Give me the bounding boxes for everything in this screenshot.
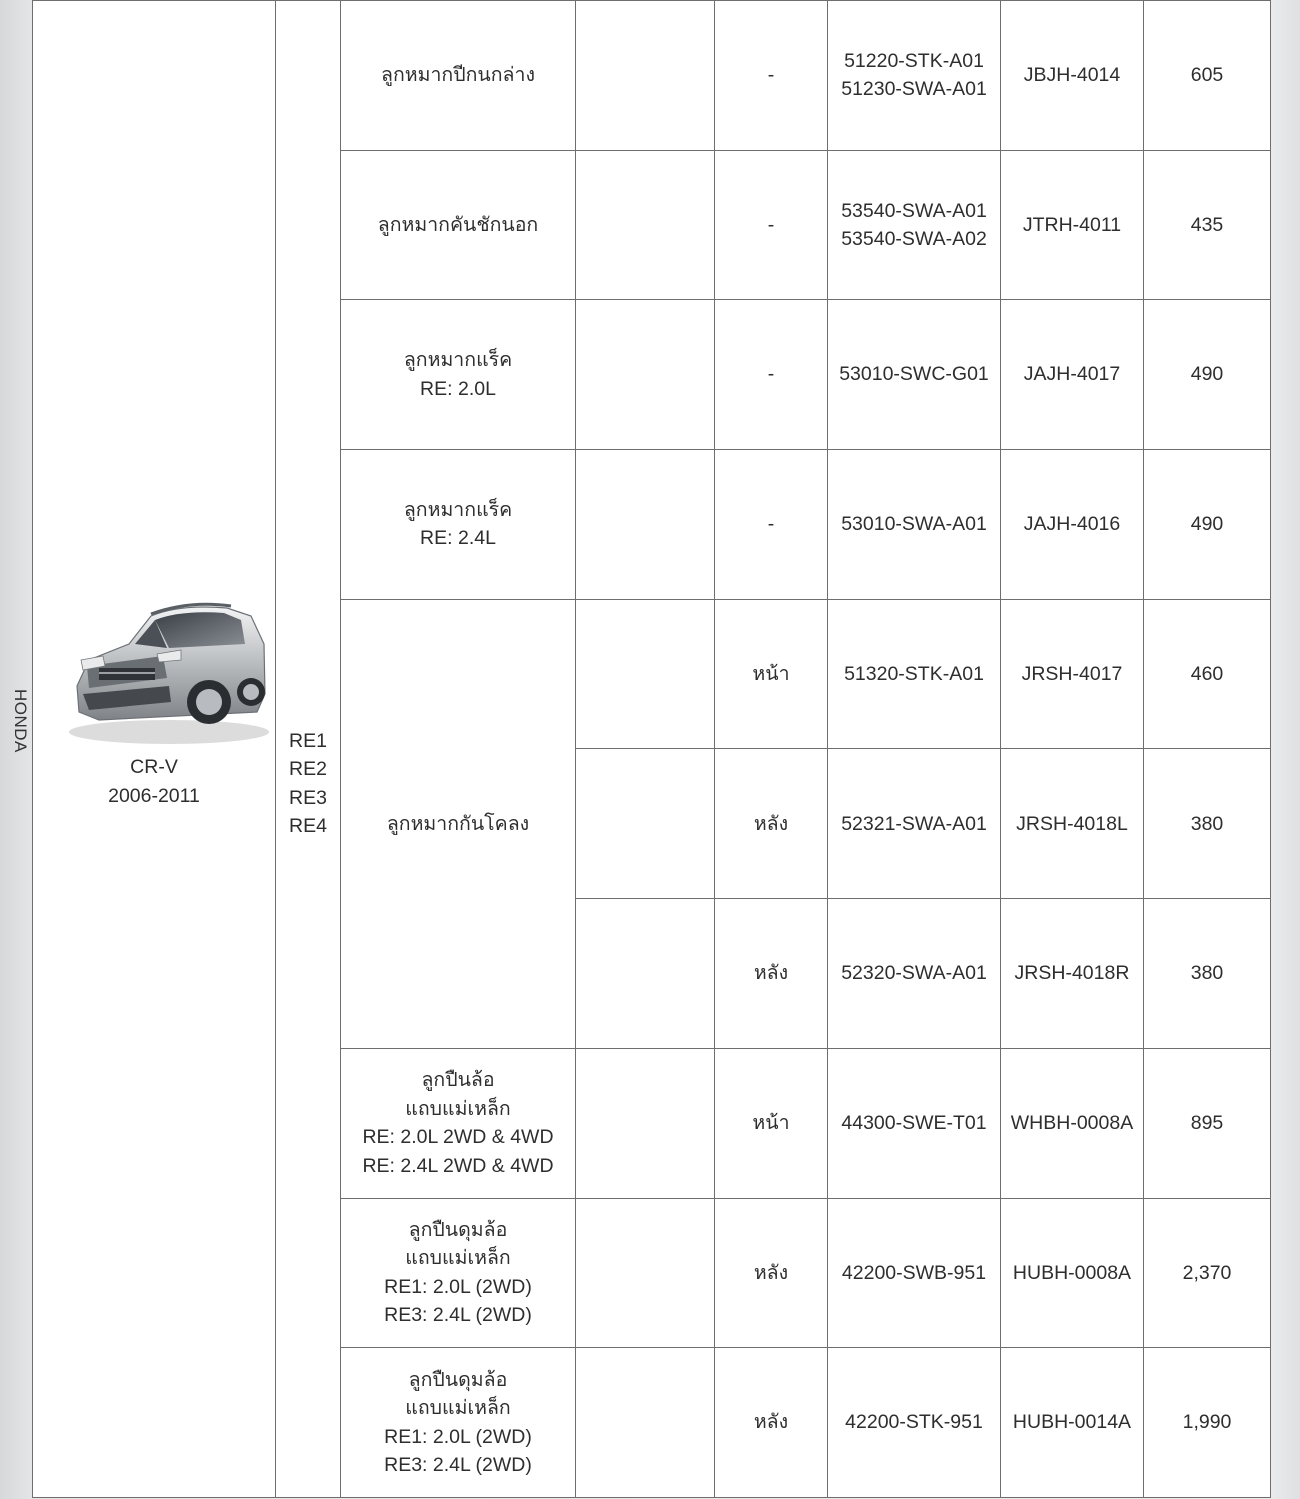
vehicle-years: 2006-2011 bbox=[108, 784, 200, 807]
position-cell: - bbox=[715, 300, 828, 450]
parts-table bbox=[32, 0, 1271, 1498]
blank-cell bbox=[576, 150, 715, 300]
part-number-cell: JRSH-4018L bbox=[1001, 749, 1144, 899]
chassis-models-cell bbox=[276, 1, 341, 1498]
vehicle-cell bbox=[33, 1, 276, 1498]
model-code: RE3 bbox=[289, 786, 327, 809]
part-name-cell: ลูกปืนดุมล้อ แถบแม่เหล็ก RE1: 2.0L (2WD) RE3: 2.4L (2WD) bbox=[341, 1198, 576, 1348]
oem-number-cell: 53540-SWA-A01 53540-SWA-A02 bbox=[828, 150, 1001, 300]
oem-number-cell: 42200-STK-951 bbox=[828, 1348, 1001, 1498]
brand-side-label: HONDA bbox=[11, 689, 30, 753]
position-cell: หลัง bbox=[715, 899, 828, 1049]
position-cell: หลัง bbox=[715, 749, 828, 899]
blank-cell bbox=[576, 1198, 715, 1348]
blank-cell bbox=[576, 300, 715, 450]
part-number-cell: JBJH-4014 bbox=[1001, 1, 1144, 151]
part-number-cell: JRSH-4017 bbox=[1001, 599, 1144, 749]
model-code: RE1 bbox=[289, 729, 327, 752]
part-name-cell: ลูกหมากคันชักนอก bbox=[341, 150, 576, 300]
blank-cell bbox=[576, 1048, 715, 1198]
position-cell: หลัง bbox=[715, 1198, 828, 1348]
part-name-cell: ลูกปืนล้อ แถบแม่เหล็ก RE: 2.0L 2WD & 4WD RE: 2.4L 2WD & 4WD bbox=[341, 1048, 576, 1198]
oem-number-cell: 51220-STK-A01 51230-SWA-A01 bbox=[828, 1, 1001, 151]
part-number-cell: HUBH-0008A bbox=[1001, 1198, 1144, 1348]
vehicle-name: CR-V bbox=[130, 756, 178, 778]
position-cell: หน้า bbox=[715, 1048, 828, 1198]
part-number-cell: WHBH-0008A bbox=[1001, 1048, 1144, 1198]
car-photo-image bbox=[59, 594, 270, 746]
oem-number-cell: 52321-SWA-A01 bbox=[828, 749, 1001, 899]
price-cell: 490 bbox=[1144, 300, 1271, 450]
price-cell: 490 bbox=[1144, 450, 1271, 600]
price-cell: 895 bbox=[1144, 1048, 1271, 1198]
model-code: RE4 bbox=[289, 815, 327, 838]
blank-cell bbox=[576, 899, 715, 1049]
price-cell: 435 bbox=[1144, 150, 1271, 300]
position-cell: หลัง bbox=[715, 1348, 828, 1498]
position-cell: - bbox=[715, 1, 828, 151]
price-cell: 460 bbox=[1144, 599, 1271, 749]
oem-number-cell: 51320-STK-A01 bbox=[828, 599, 1001, 749]
part-name-cell: ลูกหมากปีกนกล่าง bbox=[341, 1, 576, 151]
blank-cell bbox=[576, 1348, 715, 1498]
price-cell: 605 bbox=[1144, 1, 1271, 151]
oem-number-cell: 42200-SWB-951 bbox=[828, 1198, 1001, 1348]
position-cell: - bbox=[715, 150, 828, 300]
table-row bbox=[33, 1, 1271, 151]
blank-cell bbox=[576, 749, 715, 899]
part-number-cell: JAJH-4017 bbox=[1001, 300, 1144, 450]
oem-number-cell: 53010-SWA-A01 bbox=[828, 450, 1001, 600]
oem-number-cell: 44300-SWE-T01 bbox=[828, 1048, 1001, 1198]
price-cell: 1,990 bbox=[1144, 1348, 1271, 1498]
oem-number-cell: 53010-SWC-G01 bbox=[828, 300, 1001, 450]
part-name-cell: ลูกปืนดุมล้อ แถบแม่เหล็ก RE1: 2.0L (2WD) RE3: 2.4L (2WD) bbox=[341, 1348, 576, 1498]
vehicle-label bbox=[33, 753, 275, 810]
model-code: RE2 bbox=[289, 758, 327, 781]
blank-cell bbox=[576, 599, 715, 749]
part-number-cell: JTRH-4011 bbox=[1001, 150, 1144, 300]
part-name-cell: ลูกหมากแร็ค RE: 2.0L bbox=[341, 300, 576, 450]
position-cell: หน้า bbox=[715, 599, 828, 749]
price-cell: 2,370 bbox=[1144, 1198, 1271, 1348]
price-cell: 380 bbox=[1144, 899, 1271, 1049]
blank-cell bbox=[576, 1, 715, 151]
part-name-cell: ลูกหมากแร็ค RE: 2.4L bbox=[341, 450, 576, 600]
part-number-cell: JRSH-4018R bbox=[1001, 899, 1144, 1049]
price-cell: 380 bbox=[1144, 749, 1271, 899]
part-name-cell: ลูกหมากกันโคลง bbox=[341, 599, 576, 1048]
oem-number-cell: 52320-SWA-A01 bbox=[828, 899, 1001, 1049]
blank-cell bbox=[576, 450, 715, 600]
position-cell: - bbox=[715, 450, 828, 600]
parts-table-body bbox=[33, 1, 1271, 1498]
part-number-cell: HUBH-0014A bbox=[1001, 1348, 1144, 1498]
part-number-cell: JAJH-4016 bbox=[1001, 450, 1144, 600]
